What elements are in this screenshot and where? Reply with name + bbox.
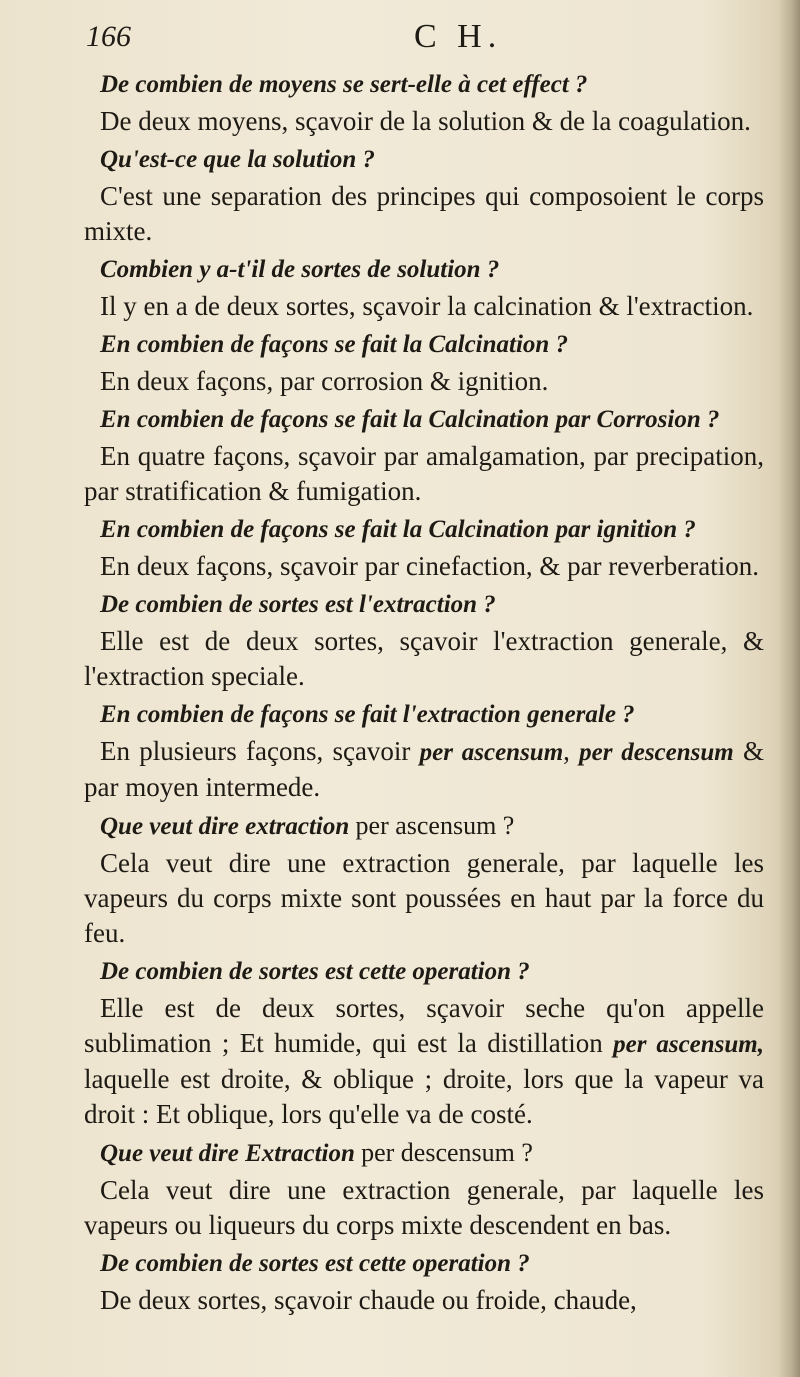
answer <box>84 734 764 805</box>
answer: De deux sortes, sçavoir chaude ou froide, chaude, <box>100 1285 637 1315</box>
question <box>100 807 764 846</box>
page-text <box>84 66 764 1320</box>
answer-text: & par moyen intermede. <box>84 736 764 802</box>
answer: Cela veut dire une extraction generale, par laquelle les vapeurs ou liqueurs du corps mixte descendent en bas. <box>84 1175 764 1240</box>
question: En combien de façons se fait la Calcination ? <box>100 331 569 358</box>
answer-text: , <box>563 736 570 766</box>
question <box>100 1134 764 1173</box>
answer: En quatre façons, sçavoir par amalgamation, par precipation, par stratification & fumigation. <box>84 441 764 506</box>
answer: En deux façons, par corrosion & ignition. <box>100 366 549 396</box>
answer: De deux moyens, sçavoir de la solution & de la coagulation. <box>100 106 751 136</box>
answer: Il y en a de deux sortes, sçavoir la calcination & l'extraction. <box>100 291 754 321</box>
answer: Cela veut dire une extraction generale, par laquelle les vapeurs du corps mixte sont poussées en haut par la force du feu. <box>84 848 764 948</box>
page-edge-shadow <box>778 0 800 1377</box>
question: En combien de façons se fait la Calcination par ignition ? <box>100 516 696 543</box>
answer-text: En plusieurs façons, sçavoir <box>100 736 411 766</box>
page-header <box>86 18 726 58</box>
answer-text: Elle est de deux sortes, sçavoir seche qu'on appelle sublimation ; Et humide, qui est la distillation <box>84 993 764 1058</box>
question: De combien de sortes est cette operation ? <box>100 958 530 985</box>
latin-term: per ascensum, <box>613 1031 765 1058</box>
question: De combien de sortes est l'extraction ? <box>100 591 496 618</box>
page-number: 166 <box>86 20 131 53</box>
latin-term: per descensum <box>579 739 734 766</box>
answer <box>84 991 764 1132</box>
answer: En deux façons, sçavoir par cinefaction, & par reverberation. <box>100 551 759 581</box>
question-italic: Que veut dire Extraction <box>100 1140 355 1167</box>
question: De combien de sortes est cette operation ? <box>100 1250 530 1277</box>
answer: C'est une separation des principes qui composoient le corps mixte. <box>84 181 764 246</box>
question-roman: per ascensum ? <box>355 811 515 840</box>
question-roman: per descensum ? <box>361 1138 533 1167</box>
question: Qu'est-ce que la solution ? <box>100 146 376 173</box>
answer-text: laquelle est droite, & oblique ; droite, lors que la vapeur va droit : Et oblique, lors qu'elle va de costé. <box>84 1064 764 1129</box>
question: De combien de moyens se sert-elle à cet effect ? <box>100 71 588 98</box>
question-italic: Que veut dire extraction <box>100 813 350 840</box>
running-title: C H. <box>414 18 503 55</box>
question: Combien y a-t'il de sortes de solution ? <box>100 256 500 283</box>
latin-term: per ascensum <box>419 739 564 766</box>
question: En combien de façons se fait l'extraction generale ? <box>100 701 635 728</box>
answer: Elle est de deux sortes, sçavoir l'extraction generale, & l'extraction speciale. <box>84 626 764 691</box>
question: En combien de façons se fait la Calcination par Corrosion ? <box>100 406 720 433</box>
